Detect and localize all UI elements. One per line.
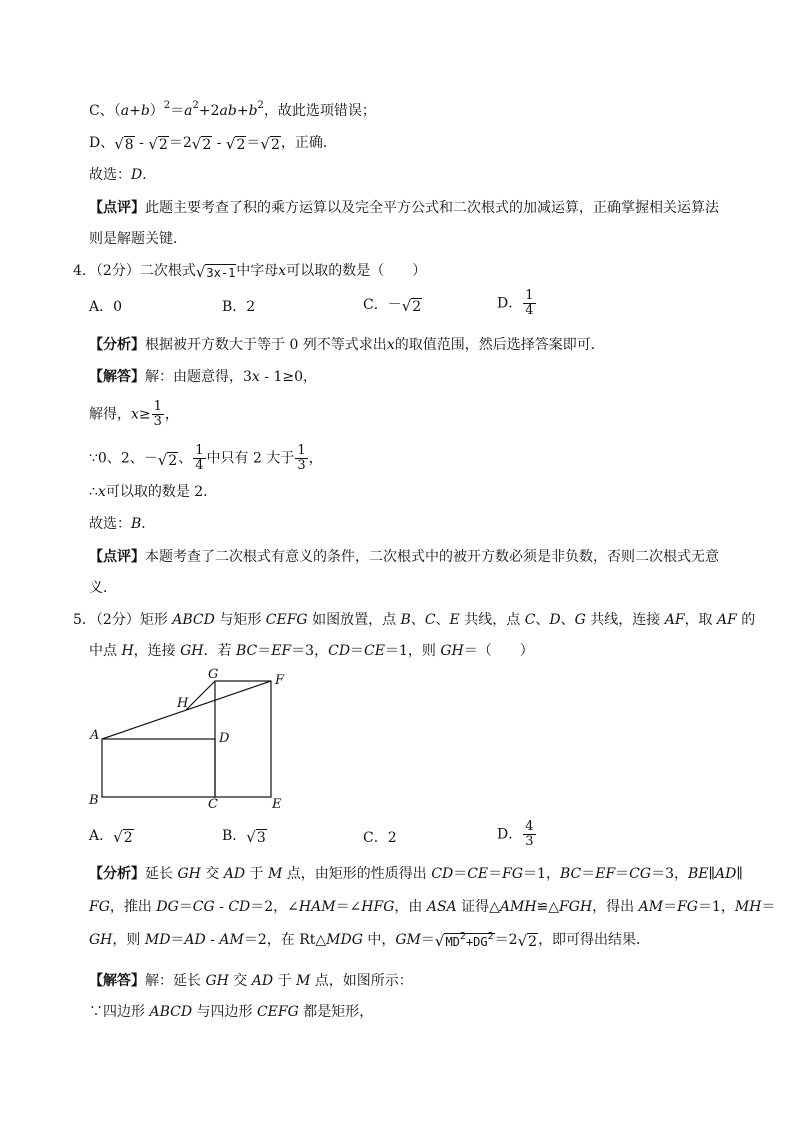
question-4-stem: 4．（2分）二次根式 √ 3x-1 中字母x可以取的数是（ ）	[73, 263, 427, 281]
label-a: A	[90, 728, 100, 743]
q4-choose: 故选：B．	[89, 516, 156, 532]
solution-line-c: C、$(a+b)^2=a^2+2ab+b^2$，故此选项错误；	[89, 100, 376, 119]
label-d: D	[219, 731, 230, 746]
sqrt: √ 2	[225, 135, 246, 153]
q5-option-d: D． $\frac{4}{3}$	[497, 819, 534, 849]
sqrt: √ 2	[148, 135, 168, 153]
sqrt: √ 8	[114, 135, 134, 153]
q5-analysis-1: 【分析】延长 GH 交 AD 于 M 点，由矩形的性质得出 CD＝CE＝FG＝1，BC＝EF＝CG＝3，BE∥AD∥	[89, 866, 743, 882]
fraction: $\frac{1}{4}$	[525, 288, 534, 318]
q4-step-3: ∴x可以取的数是 2．	[89, 484, 218, 500]
q4-answer: 【解答】解：由题意得，3x - 1≥0，	[89, 369, 318, 385]
sqrt: √ 2	[260, 135, 280, 153]
sqrt: √ $MD^2+DG^2$	[434, 931, 494, 950]
sqrt: √ 2	[401, 297, 422, 315]
q5-option-b: B． √ 3	[222, 828, 266, 846]
sqrt: √ 2	[113, 828, 133, 846]
q4-comment: 【点评】本题考查了二次根式有意义的条件，二次根式中的被开方数必须是非负数，否则二次根式无意	[89, 549, 719, 565]
q4-comment-cont: 义．	[89, 580, 117, 596]
label-f: F	[275, 673, 285, 688]
fraction: $\frac{4}{3}$	[525, 819, 534, 849]
sqrt: √ 2	[517, 932, 538, 950]
label-g: G	[208, 667, 219, 682]
rectangle-figure	[80, 662, 300, 812]
q4-option-b: B．2	[222, 299, 256, 315]
solution-line-d: D、 √ 8 - √ 2 ＝2 √ 2 - √ 2 ＝ √ 2 ，正确．	[89, 135, 337, 153]
q4-step-2: ∵0、2、－ √ 2 、 $\frac{1}{4}$ 中只有 2 大于 $\frac{1}{3}$ ，	[89, 443, 323, 473]
q5-answer-2: ∵四边形 ABCD 与四边形 CEFG 都是矩形，	[89, 1004, 374, 1020]
sqrt: √ 2	[157, 450, 178, 469]
fraction: $\frac{1}{4}$	[195, 443, 204, 473]
rect-abcd	[102, 739, 215, 797]
label-c: C	[208, 797, 218, 812]
comment-line-cont: 则是解题关键．	[89, 231, 187, 247]
choose-line: 故选：D．	[89, 167, 157, 183]
fraction: $\frac{1}{3}$	[153, 399, 162, 429]
label-e: E	[272, 797, 282, 812]
sqrt: √ 3x-1	[195, 263, 236, 281]
q5-option-a: A． √ 2	[89, 828, 133, 846]
q4-option-d: D． $\frac{1}{4}$	[497, 288, 534, 318]
fraction: $\frac{1}{3}$	[297, 443, 306, 473]
sqrt: √ 3	[246, 828, 266, 846]
q4-option-c: C．－ √ 2	[363, 297, 422, 315]
q5-analysis-3: GH，则 MD＝AD - AM＝2，在 Rt△MDG 中，GM＝ √ $MD^2+DG^2$ ＝2 √ 2 ，即可得出结果．	[89, 931, 651, 950]
q4-option-a: A．0	[89, 299, 123, 315]
q5-analysis-2: FG，推出 DG＝CG - CD＝2，∠HAM＝∠HFG，由 ASA 证得△AMH≌△FGH，得出 AM＝FG＝1，MH＝	[89, 899, 776, 915]
q5-answer-1: 【解答】解：延长 GH 交 AD 于 M 点，如图所示：	[89, 973, 413, 989]
q4-analysis: 【分析】根据被开方数大于等于 0 列不等式求出x的取值范围，然后选择答案即可．	[89, 337, 605, 353]
question-5-stem: 5．（2分）矩形 ABCD 与矩形 CEFG 如图放置，点 B、C、E 共线，点 C、D、G 共线，连接 AF，取 AF 的	[73, 612, 756, 628]
sqrt: √ 2	[191, 135, 212, 153]
label-b: B	[89, 793, 99, 808]
label-h: H	[177, 696, 189, 711]
q4-step-1: 解得，x≥ $\frac{1}{3}$ ，	[89, 399, 179, 429]
comment-line: 【点评】此题主要考查了积的乘方运算以及完全平方公式和二次根式的加减运算，正确掌握相关运算法	[89, 200, 719, 216]
q5-option-c: C．2	[363, 830, 397, 846]
question-5-stem-cont: 中点 H，连接 GH．若 BC＝EF＝3，CD＝CE＝1，则 GH＝（ ）	[89, 643, 534, 659]
